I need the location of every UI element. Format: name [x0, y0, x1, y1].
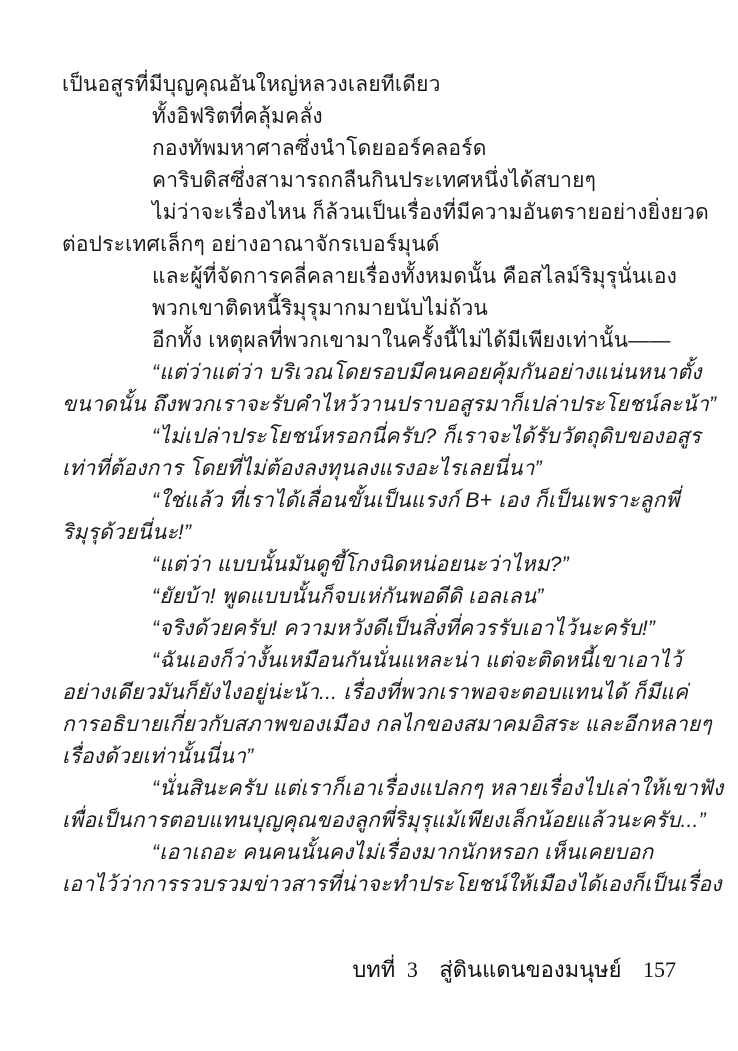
footer-chapter-label: บทที่ 3 [352, 957, 418, 982]
dialogue-line: เท่าที่ต้องการ โดยที่ไม่ต้องลงทุนลงแรงอะไรเลยนี่นา” [62, 457, 542, 480]
narration-line: ไม่ว่าจะเรื่องไหน ก็ล้วนเป็นเรื่องที่มีความอันตรายอย่างยิ่งยวด [152, 201, 710, 224]
dialogue-line: “จริงด้วยครับ! ความหวังดีเป็นสิ่งที่ควรรับเอาไว้นะครับ!” [152, 617, 656, 640]
dialogue-line: “นั่นสินะครับ แต่เราก็เอาเรื่องแปลกๆ หลายเรื่องไปเล่าให้เขาฟัง [152, 777, 724, 800]
dialogue-line: “แต่ว่าแต่ว่า บริเวณโดยรอบมีคนคอยคุ้มกันอย่างแน่นหนาตั้ง [152, 361, 702, 384]
dialogue-line: ขนาดนั้น ถึงพวกเราจะรับคำไหว้วานปราบอสูรมาก็เปล่าประโยชน์ละน้า” [62, 393, 717, 416]
dialogue-line: “ยัยบ้า! พูดแบบนั้นก็จบเห่กันพอดีดิ เอลเลน” [152, 585, 544, 608]
narration-line: ทั้งอิฟริตที่คลุ้มคลั่ง [152, 105, 323, 128]
footer-chapter-title: สู่ดินแดนของมนุษย์ [439, 957, 622, 982]
narration-line: คาริบดิสซึ่งสามารถกลืนกินประเทศหนึ่งได้สบายๆ [152, 169, 597, 192]
dialogue-line: “ฉันเองก็ว่างั้นเหมือนกันนั่นแหละน่า แต่จะติดหนี้เขาเอาไว้ [152, 649, 682, 672]
footer-page-number: 157 [643, 957, 676, 982]
dialogue-line: “ใช่แล้ว ที่เราได้เลื่อนขั้นเป็นแรงก์ B+ เอง ก็เป็นเพราะลูกพี่ [152, 489, 680, 512]
dialogue-line: ริมุรุด้วยนี่นะ!” [62, 521, 192, 544]
narration-line: อีกทั้ง เหตุผลที่พวกเขามาในครั้งนี้ไม่ได้มีเพียงเท่านั้น—— [152, 329, 671, 352]
page-footer [352, 952, 676, 987]
dialogue-line: อย่างเดียวมันก็ยังไงอยู่น่ะน้า... เรื่องที่พวกเราพอจะตอบแทนได้ ก็มีแค่ [62, 681, 689, 704]
dialogue-line: เพื่อเป็นการตอบแทนบุญคุณของลูกพี่ริมุรุแม้เพียงเล็กน้อยแล้วนะครับ...” [62, 809, 706, 832]
dialogue-line: เอาไว้ว่าการรวบรวมข่าวสารที่น่าจะทำประโยชน์ให้เมืองได้เองก็เป็นเรื่อง [62, 873, 722, 896]
dialogue-line: “แต่ว่า แบบนั้นมันดูขี้โกงนิดหน่อยนะว่าไหม?” [152, 553, 569, 576]
narration-line: พวกเขาติดหนี้ริมุรุมากมายนับไม่ถ้วน [152, 297, 488, 320]
narration-line: เป็นอสูรที่มีบุญคุณอันใหญ่หลวงเลยทีเดียว [62, 73, 441, 96]
narration-line: และผู้ที่จัดการคลี่คลายเรื่องทั้งหมดนั้น คือสไลม์ริมุรุนั่นเอง [152, 265, 678, 288]
dialogue-line: “เอาเถอะ คนคนนั้นคงไม่เรื่องมากนักหรอก เห็นเคยบอก [152, 841, 654, 864]
dialogue-line: การอธิบายเกี่ยวกับสภาพของเมือง กลไกของสมาคมอิสระ และอีกหลายๆ [62, 713, 712, 736]
narration-line: ต่อประเทศเล็กๆ อย่างอาณาจักรเบอร์มุนด์ [62, 233, 440, 256]
body-text-block [62, 69, 724, 901]
narration-line: กองทัพมหาศาลซึ่งนำโดยออร์คลอร์ด [152, 137, 487, 160]
dialogue-line: เรื่องด้วยเท่านั้นนี่นา” [62, 745, 254, 768]
dialogue-line: “ไม่เปล่าประโยชน์หรอกนี่ครับ? ก็เราจะได้รับวัตถุดิบของอสูร [152, 425, 702, 448]
